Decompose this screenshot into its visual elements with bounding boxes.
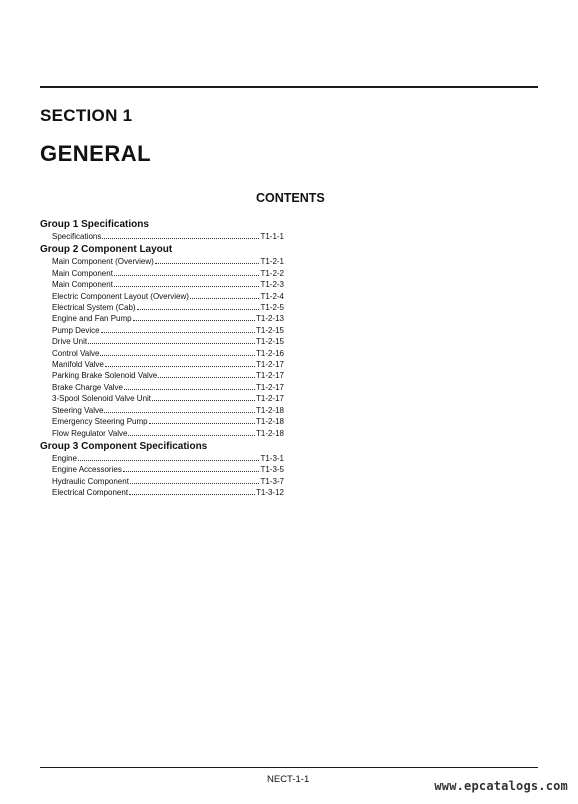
toc-entry-label: Pump Device xyxy=(52,325,100,335)
toc-entry[interactable] xyxy=(40,370,284,381)
dot-leader xyxy=(137,309,260,310)
toc-entry[interactable] xyxy=(40,348,284,359)
dot-leader xyxy=(123,471,260,472)
page-heading: GENERAL xyxy=(40,141,152,166)
toc-group-2 xyxy=(40,244,290,439)
dot-leader xyxy=(190,298,259,299)
bottom-rule xyxy=(40,767,538,768)
toc-entry-page: T1-2-3 xyxy=(260,280,284,290)
toc-entry-label: Main Component (Overview) xyxy=(52,257,154,267)
dot-leader xyxy=(114,275,260,276)
dot-leader xyxy=(114,286,260,287)
toc-entry-label: Parking Brake Solenoid Valve xyxy=(52,371,158,381)
toc-entry-page: T1-3-12 xyxy=(255,488,284,498)
toc-entry-label: Drive Unit xyxy=(52,337,88,347)
dot-leader xyxy=(105,366,255,367)
dot-leader xyxy=(124,389,255,390)
toc-entry[interactable] xyxy=(40,268,284,279)
toc-entry-page: T1-2-18 xyxy=(255,428,284,438)
toc-entry[interactable] xyxy=(40,336,284,347)
group-title: Group 1 Specifications xyxy=(40,219,149,230)
toc-entry-label: Hydraulic Component xyxy=(52,476,129,486)
dot-leader xyxy=(88,343,255,344)
group-items xyxy=(40,231,290,242)
toc-entry-label: Main Component xyxy=(52,268,113,278)
toc-entry-page: T1-2-16 xyxy=(255,348,284,358)
toc-entry-page: T1-2-17 xyxy=(255,371,284,381)
dot-leader xyxy=(130,483,260,484)
toc-entry[interactable] xyxy=(40,416,284,427)
toc-entry-page: T1-2-18 xyxy=(255,405,284,415)
dot-leader xyxy=(101,332,255,333)
watermark: www.epcatalogs.com xyxy=(434,779,568,793)
dot-leader xyxy=(78,460,260,461)
toc-entry-label: Main Component xyxy=(52,280,113,290)
contents-heading: CONTENTS xyxy=(256,191,325,205)
dot-leader xyxy=(102,238,259,239)
toc-entry[interactable] xyxy=(40,428,284,439)
group-items xyxy=(40,453,290,499)
dot-leader xyxy=(155,263,260,264)
toc-entry-label: Brake Charge Valve xyxy=(52,382,123,392)
toc-entry-label: Engine and Fan Pump xyxy=(52,314,132,324)
table-of-contents xyxy=(40,219,290,499)
toc-entry[interactable] xyxy=(40,453,284,464)
group-items xyxy=(40,256,290,439)
toc-entry-page: T1-3-1 xyxy=(260,453,284,463)
dot-leader xyxy=(104,412,255,413)
page-number: NECT-1-1 xyxy=(267,774,310,785)
toc-entry-label: Electric Component Layout (Overview) xyxy=(52,291,189,301)
toc-entry[interactable] xyxy=(40,256,284,267)
toc-entry[interactable] xyxy=(40,231,284,242)
dot-leader xyxy=(100,355,255,356)
toc-entry-page: T1-2-2 xyxy=(260,268,284,278)
toc-entry[interactable] xyxy=(40,313,284,324)
toc-entry-label: Specifications xyxy=(52,232,102,241)
toc-entry[interactable] xyxy=(40,302,284,313)
toc-entry-label: Engine Accessories xyxy=(52,465,122,475)
toc-entry-label: Steering Valve xyxy=(52,405,104,415)
toc-entry-page: T1-2-13 xyxy=(255,314,284,324)
toc-entry-page: T1-3-5 xyxy=(260,465,284,475)
toc-group-1 xyxy=(40,219,290,242)
section-label: SECTION 1 xyxy=(40,106,133,125)
toc-entry-page: T1-2-15 xyxy=(255,337,284,347)
toc-entry-page: T1-3-7 xyxy=(260,476,284,486)
toc-entry[interactable] xyxy=(40,359,284,370)
toc-entry-page: T1-2-5 xyxy=(260,303,284,313)
toc-entry[interactable] xyxy=(40,393,284,404)
toc-entry-page: T1-2-17 xyxy=(255,382,284,392)
toc-entry-page: T1-2-17 xyxy=(255,394,284,404)
toc-entry-label: Manifold Valve xyxy=(52,360,104,370)
toc-group-3 xyxy=(40,441,290,499)
toc-entry-page: T1-2-17 xyxy=(255,360,284,370)
toc-entry-label: Control Valve xyxy=(52,348,100,358)
toc-entry-label: Electrical System (Cab) xyxy=(52,303,136,313)
toc-entry-page: T1-2-18 xyxy=(255,417,284,427)
toc-entry-label: Emergency Steering Pump xyxy=(52,417,148,427)
toc-entry-label: 3-Spool Solenoid Valve Unit xyxy=(52,394,152,404)
toc-entry[interactable] xyxy=(40,325,284,336)
dot-leader xyxy=(133,320,255,321)
group-title: Group 2 Component Layout xyxy=(40,244,173,256)
dot-leader xyxy=(149,423,255,424)
toc-entry-page: T1-2-15 xyxy=(255,325,284,335)
toc-entry[interactable] xyxy=(40,291,284,302)
toc-entry-page: T1-2-1 xyxy=(260,257,284,267)
toc-entry-label: Flow Regulator Valve xyxy=(52,428,128,438)
toc-entry[interactable] xyxy=(40,279,284,290)
top-rule xyxy=(40,86,538,88)
toc-entry-label: Electrical Component xyxy=(52,488,129,498)
group-title: Group 3 Component Specifications xyxy=(40,440,208,452)
toc-entry-page: T1-2-4 xyxy=(260,291,284,301)
toc-entry[interactable] xyxy=(40,405,284,416)
toc-entry[interactable] xyxy=(40,476,284,487)
toc-entry[interactable] xyxy=(40,487,284,498)
toc-entry-label: Engine xyxy=(52,453,77,463)
dot-leader xyxy=(128,435,255,436)
toc-entry[interactable] xyxy=(40,464,284,475)
dot-leader xyxy=(158,377,255,378)
toc-entry[interactable] xyxy=(40,382,284,393)
toc-entry-page: T1-1-1 xyxy=(260,232,284,241)
dot-leader xyxy=(152,400,255,401)
dot-leader xyxy=(129,494,255,495)
